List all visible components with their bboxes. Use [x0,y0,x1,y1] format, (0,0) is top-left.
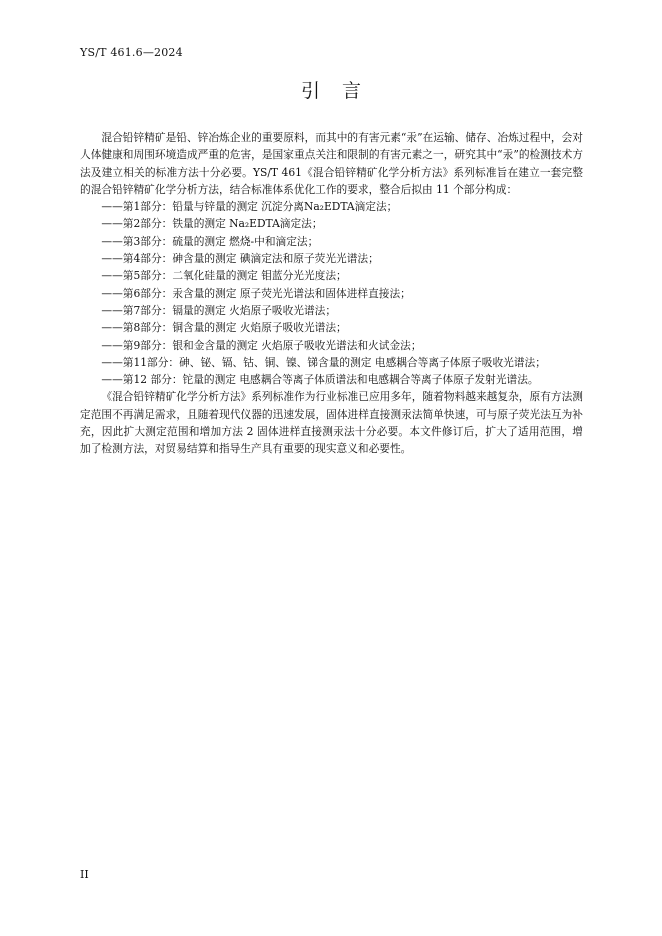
list-item: ——第2部分：铁量的测定 Na₂EDTA滴定法； [101,217,323,231]
document-body [80,129,583,458]
parts-list [80,198,583,388]
list-item: ——第1部分：铅量与锌量的测定 沉淀分离Na₂EDTA滴定法； [101,200,398,214]
list-item: ——第9部分：银和金含量的测定 火焰原子吸收光谱法和火试金法； [101,338,422,352]
list-item: ——第3部分：硫量的测定 燃烧-中和滴定法； [101,234,319,248]
page-title: 引言 [300,80,383,102]
list-item: ——第6部分：汞含量的测定 原子荧光光谱法和固体进样直接法； [101,286,411,300]
list-item: ——第11部分：砷、铋、镉、钴、铜、镍、锑含量的测定 电感耦合等离子体原子吸收光谱法； [101,355,546,369]
document-number: YS/T 461.6—2024 [80,46,183,59]
list-item: ——第12 部分：铊量的测定 电感耦合等离子体质谱法和电感耦合等离子体原子发射光谱法。 [101,373,539,387]
list-item: ——第8部分：铜含量的测定 火焰原子吸收光谱法； [101,321,347,335]
list-item: ——第4部分：砷含量的测定 碘滴定法和原子荧光光谱法； [101,252,379,266]
revision-paragraph: 《混合铅锌精矿化学分析方法》系列标准作为行业标准已应用多年，随着物料越来越复杂，原有方法测定范围不再满足需求，且随着现代仪器的迅速发展，固体进样直接测汞法简单快速，可与原子荧光法互为补充，因此扩大测定范围和增加方法 2 固体进样直接测汞法十分必要。本文件修订后，扩大了适用范围，增加了检测方法，对贸易结算和指导生产具有重要的现实意义和必要性。 [80,390,583,456]
list-item: ——第7部分：镉量的测定 火焰原子吸收光谱法； [101,303,337,317]
intro-paragraph: 混合铅锌精矿是铅、锌冶炼企业的重要原料，而其中的有害元素“汞”在运输、储存、冶炼过程中，会对人体健康和周围环境造成严重的危害，是国家重点关注和限制的有害元素之一，研究其中“汞”的检测技术方法及建立相关的标准方法十分必要。YS/T 461《混合铅锌精矿化学分析方法》系列标准旨在建立一套完整的混合铅锌精矿化学分析方法，结合标准体系优化工作的要求，整合后拟由 11 个部分构成： [80,131,583,196]
page-number: II [80,868,89,881]
list-item: ——第5部分：二氧化硅量的测定 钼蓝分光光度法； [101,269,347,283]
